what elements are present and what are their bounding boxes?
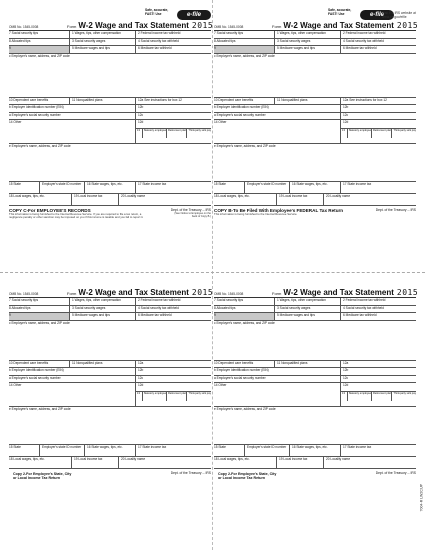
box-7-ss-tips[interactable]: 7 Social security tips [214, 298, 244, 302]
box-20-locality[interactable]: 20 Locality name [323, 457, 416, 468]
box-15-state[interactable]: 15 State [9, 182, 21, 186]
box-15-state[interactable]: 15 State [214, 445, 226, 449]
form-stock-code: 7004-R LW2CUP [419, 484, 423, 512]
box-13: 13 Statutory employee Retirement plan Third-party sick pay [136, 392, 211, 401]
box-6-medicare-tax[interactable]: 6 Medicare tax withheld [340, 46, 416, 53]
form-title: Form W-2 Wage and Tax Statement 2015 [272, 288, 419, 297]
box-13: 13 Statutory employee Retirement plan Third-party sick pay [136, 129, 211, 138]
box-4-ss-tax[interactable]: 4 Social security tax withheld [340, 39, 416, 46]
sick-pay-checkbox[interactable]: Third-party sick pay [391, 392, 416, 401]
box-18-local-wages[interactable]: 18 Local wages, tips, etc. [214, 457, 250, 461]
form-header [214, 8, 419, 30]
box-19-local-tax[interactable]: 19 Local income tax [276, 457, 323, 468]
form-title: Form W-2 Wage and Tax Statement 2015 [67, 288, 214, 297]
box-b-ein[interactable]: b Employer identification number (EIN) [9, 368, 64, 372]
box-12d[interactable]: 12d [341, 120, 416, 129]
box-a-ssn[interactable]: a Employee's social security number [214, 112, 266, 117]
box-7-ss-tips[interactable]: 7 Social security tips [9, 31, 39, 35]
statutory-checkbox[interactable]: Statutory employee [347, 392, 371, 401]
copy-footer [214, 206, 416, 220]
omb-number: OMB No. 1545-0008 [9, 25, 39, 29]
box-e-employee[interactable]: e Employee's name, address, and ZIP code [214, 144, 276, 148]
box-5-medicare-wages[interactable]: 5 Medicare wages and tips [274, 46, 340, 53]
box-4-ss-tax[interactable]: 4 Social security tax withheld [340, 306, 416, 313]
box-16-state-wages[interactable]: 16 State wages, tips, etc. [84, 182, 135, 193]
box-1-wages[interactable]: 1 Wages, tips, other compensation [274, 298, 340, 305]
box-b-ein[interactable]: b Employer identification number (EIN) [214, 105, 269, 109]
box-16-state-wages[interactable]: 16 State wages, tips, etc. [289, 182, 340, 193]
box-3-ss-wages[interactable]: 3 Social security wages [69, 306, 135, 313]
box-12d[interactable]: 12d [136, 383, 211, 392]
box-8-alloc-tips[interactable]: 8 Allocated tips [9, 38, 31, 43]
box-10-dependent-care[interactable]: 10 Dependent care benefits [214, 360, 254, 365]
form-title: Form W-2 Wage and Tax Statement 2015 [272, 21, 419, 30]
box-14-other[interactable]: 14 Other [9, 383, 22, 387]
copy-b-title: COPY B-To Be Filed With Employee's FEDERAL Tax Return [214, 208, 344, 213]
box-11-nonqualified[interactable]: 11 Nonqualified plans [274, 98, 340, 105]
box-15-state-id[interactable]: Employer's state ID number [39, 445, 84, 456]
box-15-state[interactable]: 15 State [9, 445, 21, 449]
copy-2-title: Copy 2-For Employee's State, City or Local Income Tax Return [13, 472, 72, 481]
box-6-medicare-tax[interactable]: 6 Medicare tax withheld [340, 313, 416, 320]
box-20-locality[interactable]: 20 Locality name [118, 457, 211, 468]
box-3-ss-wages[interactable]: 3 Social security wages [274, 306, 340, 313]
efile-tagline: Safe, accurate, FAST! Use [145, 8, 169, 16]
statutory-checkbox[interactable]: Statutory employee [142, 129, 166, 138]
horizontal-perforation [0, 272, 425, 273]
box-1-wages[interactable]: 1 Wages, tips, other compensation [274, 31, 340, 38]
box-c-employer[interactable]: c Employer's name, address, and ZIP code [9, 320, 70, 325]
box-11-nonqualified[interactable]: 11 Nonqualified plans [69, 361, 135, 368]
form-header [214, 275, 419, 297]
copy-2-title: Copy 2-For Employee's State, City or Local Income Tax Return [218, 472, 277, 481]
box-2-fed-tax[interactable]: 2 Federal income tax withheld [340, 31, 416, 38]
statutory-checkbox[interactable]: Statutory employee [142, 392, 166, 401]
box-6-medicare-tax[interactable]: 6 Medicare tax withheld [135, 46, 211, 53]
copy-footer [9, 469, 211, 483]
w2-form-bottom-left [9, 275, 214, 483]
dept-treasury: Dept. of the Treasury -- IRS [170, 208, 211, 212]
box-13: 13 Statutory employee Retirement plan Third-party sick pay [341, 129, 416, 138]
box-18-local-wages[interactable]: 18 Local wages, tips, etc. [9, 194, 45, 198]
dept-treasury: Dept. of the Treasury -- IRS [375, 208, 416, 212]
efile-logo: e-file [177, 10, 211, 20]
box-1-wages[interactable]: 1 Wages, tips, other compensation [69, 298, 135, 305]
w2-form-top-right [214, 8, 419, 220]
vertical-perforation [212, 0, 213, 550]
box-12c[interactable]: 12c [340, 376, 416, 383]
box-b-ein[interactable]: b Employer identification number (EIN) [214, 368, 269, 372]
w2-form-top-left [9, 8, 214, 220]
box-11-nonqualified[interactable]: 11 Nonqualified plans [69, 98, 135, 105]
box-12c[interactable]: 12c [135, 376, 211, 383]
box-19-local-tax[interactable]: 19 Local income tax [71, 194, 118, 205]
retirement-checkbox[interactable]: Retirement plan [166, 392, 186, 401]
box-17-state-tax[interactable]: 17 State income tax [135, 445, 211, 456]
box-4-ss-tax[interactable]: 4 Social security tax withheld [135, 306, 211, 313]
box-a-ssn[interactable]: a Employee's social security number [9, 375, 61, 380]
retirement-checkbox[interactable]: Retirement plan [371, 392, 391, 401]
sick-pay-checkbox[interactable]: Third-party sick pay [186, 129, 211, 138]
box-12b[interactable]: 12b [135, 368, 211, 375]
box-2-fed-tax[interactable]: 2 Federal income tax withheld [135, 298, 211, 305]
retirement-checkbox[interactable]: Retirement plan [371, 129, 391, 138]
tax-year: 2015 [191, 21, 214, 30]
irs-website-note: Visit the IRS website at www.irs.gov/efile [382, 11, 416, 19]
copy-c-description: This information is being furnished to the Internal Revenue Service. If you are required to file a tax return, a negligence penalty or other sanction may be imposed on you if this income is taxable and you fail to report it. [9, 212, 144, 220]
box-20-locality[interactable]: 20 Locality name [323, 194, 416, 205]
box-7-ss-tips[interactable]: 7 Social security tips [214, 31, 244, 35]
box-11-nonqualified[interactable]: 11 Nonqualified plans [274, 361, 340, 368]
box-12a[interactable]: 12a See instructions for box 12 [135, 98, 211, 105]
box-16-state-wages[interactable]: 16 State wages, tips, etc. [289, 445, 340, 456]
box-12d[interactable]: 12d [136, 120, 211, 129]
box-9: 9 [214, 313, 274, 320]
box-10-dependent-care[interactable]: 10 Dependent care benefits [9, 97, 49, 102]
form-header [9, 8, 214, 30]
dept-treasury: Dept. of the Treasury -- IRS [170, 471, 211, 475]
box-16-state-wages[interactable]: 16 State wages, tips, etc. [84, 445, 135, 456]
box-14-other[interactable]: 14 Other [214, 120, 227, 124]
box-13: 13 Statutory employee Retirement plan Third-party sick pay [341, 392, 416, 401]
box-15-state-id[interactable]: Employer's state ID number [244, 445, 289, 456]
efile-tagline: Safe, accurate, FAST! Use [328, 8, 352, 16]
box-a-ssn[interactable]: a Employee's social security number [214, 375, 266, 380]
form-header [9, 275, 214, 297]
box-10-dependent-care[interactable]: 10 Dependent care benefits [9, 360, 49, 365]
box-12a[interactable]: 12a [340, 361, 416, 368]
statutory-checkbox[interactable]: Statutory employee [347, 129, 371, 138]
tax-year: 2015 [396, 21, 419, 30]
box-5-medicare-wages[interactable]: 5 Medicare wages and tips [274, 313, 340, 320]
box-5-medicare-wages[interactable]: 5 Medicare wages and tips [69, 313, 135, 320]
box-17-state-tax[interactable]: 17 State income tax [135, 182, 211, 193]
box-15-state-id[interactable]: Employer's state ID number [244, 182, 289, 193]
box-12a[interactable]: 12a See instructions for box 12 [340, 98, 416, 105]
box-12c[interactable]: 12c [340, 113, 416, 120]
box-3-ss-wages[interactable]: 3 Social security wages [69, 39, 135, 46]
box-17-state-tax[interactable]: 17 State income tax [340, 182, 416, 193]
box-15-state[interactable]: 15 State [214, 182, 226, 186]
box-10-dependent-care[interactable]: 10 Dependent care benefits [214, 97, 254, 102]
form-title: Form W-2 Wage and Tax Statement 2015 [67, 21, 214, 30]
copy-footer [214, 469, 416, 483]
box-e-employee[interactable]: e Employee's name, address, and ZIP code [9, 407, 71, 411]
box-17-state-tax[interactable]: 17 State income tax [340, 445, 416, 456]
box-15-state-id[interactable]: Employer's state ID number [39, 182, 84, 193]
box-3-ss-wages[interactable]: 3 Social security wages [274, 39, 340, 46]
box-e-employee[interactable]: e Employee's name, address, and ZIP code [214, 407, 276, 411]
box-9: 9 [9, 46, 69, 53]
omb-number: OMB No. 1545-0008 [214, 292, 244, 296]
retirement-checkbox[interactable]: Retirement plan [166, 129, 186, 138]
box-a-ssn[interactable]: a Employee's social security number [9, 112, 61, 117]
box-5-medicare-wages[interactable]: 5 Medicare wages and tips [69, 46, 135, 53]
box-18-local-wages[interactable]: 18 Local wages, tips, etc. [9, 457, 45, 461]
tax-year: 2015 [396, 288, 419, 297]
box-9: 9 [214, 46, 274, 53]
w2-form-bottom-right [214, 275, 419, 483]
box-7-ss-tips[interactable]: 7 Social security tips [9, 298, 39, 302]
box-1-wages[interactable]: 1 Wages, tips, other compensation [69, 31, 135, 38]
box-20-locality[interactable]: 20 Locality name [118, 194, 211, 205]
box-c-employer[interactable]: c Employer's name, address, and ZIP code [9, 53, 70, 58]
tax-year: 2015 [191, 288, 214, 297]
box-12d[interactable]: 12d [341, 383, 416, 392]
copy-c-note: (See Notice to Employee on the back of Copy B.) [174, 212, 211, 218]
box-12c[interactable]: 12c [135, 113, 211, 120]
box-9: 9 [9, 313, 69, 320]
box-2-fed-tax[interactable]: 2 Federal income tax withheld [340, 298, 416, 305]
box-12b[interactable]: 12b [340, 368, 416, 375]
omb-number: OMB No. 1545-0008 [9, 292, 39, 296]
box-14-other[interactable]: 14 Other [214, 383, 227, 387]
box-6-medicare-tax[interactable]: 6 Medicare tax withheld [135, 313, 211, 320]
box-8-alloc-tips[interactable]: 8 Allocated tips [214, 38, 236, 43]
sick-pay-checkbox[interactable]: Third-party sick pay [391, 129, 416, 138]
sick-pay-checkbox[interactable]: Third-party sick pay [186, 392, 211, 401]
dept-treasury: Dept. of the Treasury -- IRS [375, 471, 416, 475]
efile-logo: e-file [360, 10, 394, 20]
box-18-local-wages[interactable]: 18 Local wages, tips, etc. [214, 194, 250, 198]
box-8-alloc-tips[interactable]: 8 Allocated tips [9, 305, 31, 310]
box-c-employer[interactable]: c Employer's name, address, and ZIP code [214, 320, 275, 325]
box-b-ein[interactable]: b Employer identification number (EIN) [9, 105, 64, 109]
box-12a[interactable]: 12a [135, 361, 211, 368]
box-c-employer[interactable]: c Employer's name, address, and ZIP code [214, 53, 275, 58]
omb-number: OMB No. 1545-0008 [214, 25, 244, 29]
box-8-alloc-tips[interactable]: 8 Allocated tips [214, 305, 236, 310]
box-19-local-tax[interactable]: 19 Local income tax [71, 457, 118, 468]
box-12b[interactable]: 12b [340, 105, 416, 112]
box-2-fed-tax[interactable]: 2 Federal income tax withheld [135, 31, 211, 38]
copy-c-title: COPY C-For EMPLOYEE'S RECORDS [9, 208, 91, 213]
box-4-ss-tax[interactable]: 4 Social security tax withheld [135, 39, 211, 46]
copy-b-description: This information is being furnished to the Internal Revenue Service. [214, 212, 298, 216]
box-14-other[interactable]: 14 Other [9, 120, 22, 124]
box-e-employee[interactable]: e Employee's name, address, and ZIP code [9, 144, 71, 148]
box-19-local-tax[interactable]: 19 Local income tax [276, 194, 323, 205]
box-12b[interactable]: 12b [135, 105, 211, 112]
copy-footer [9, 206, 211, 220]
